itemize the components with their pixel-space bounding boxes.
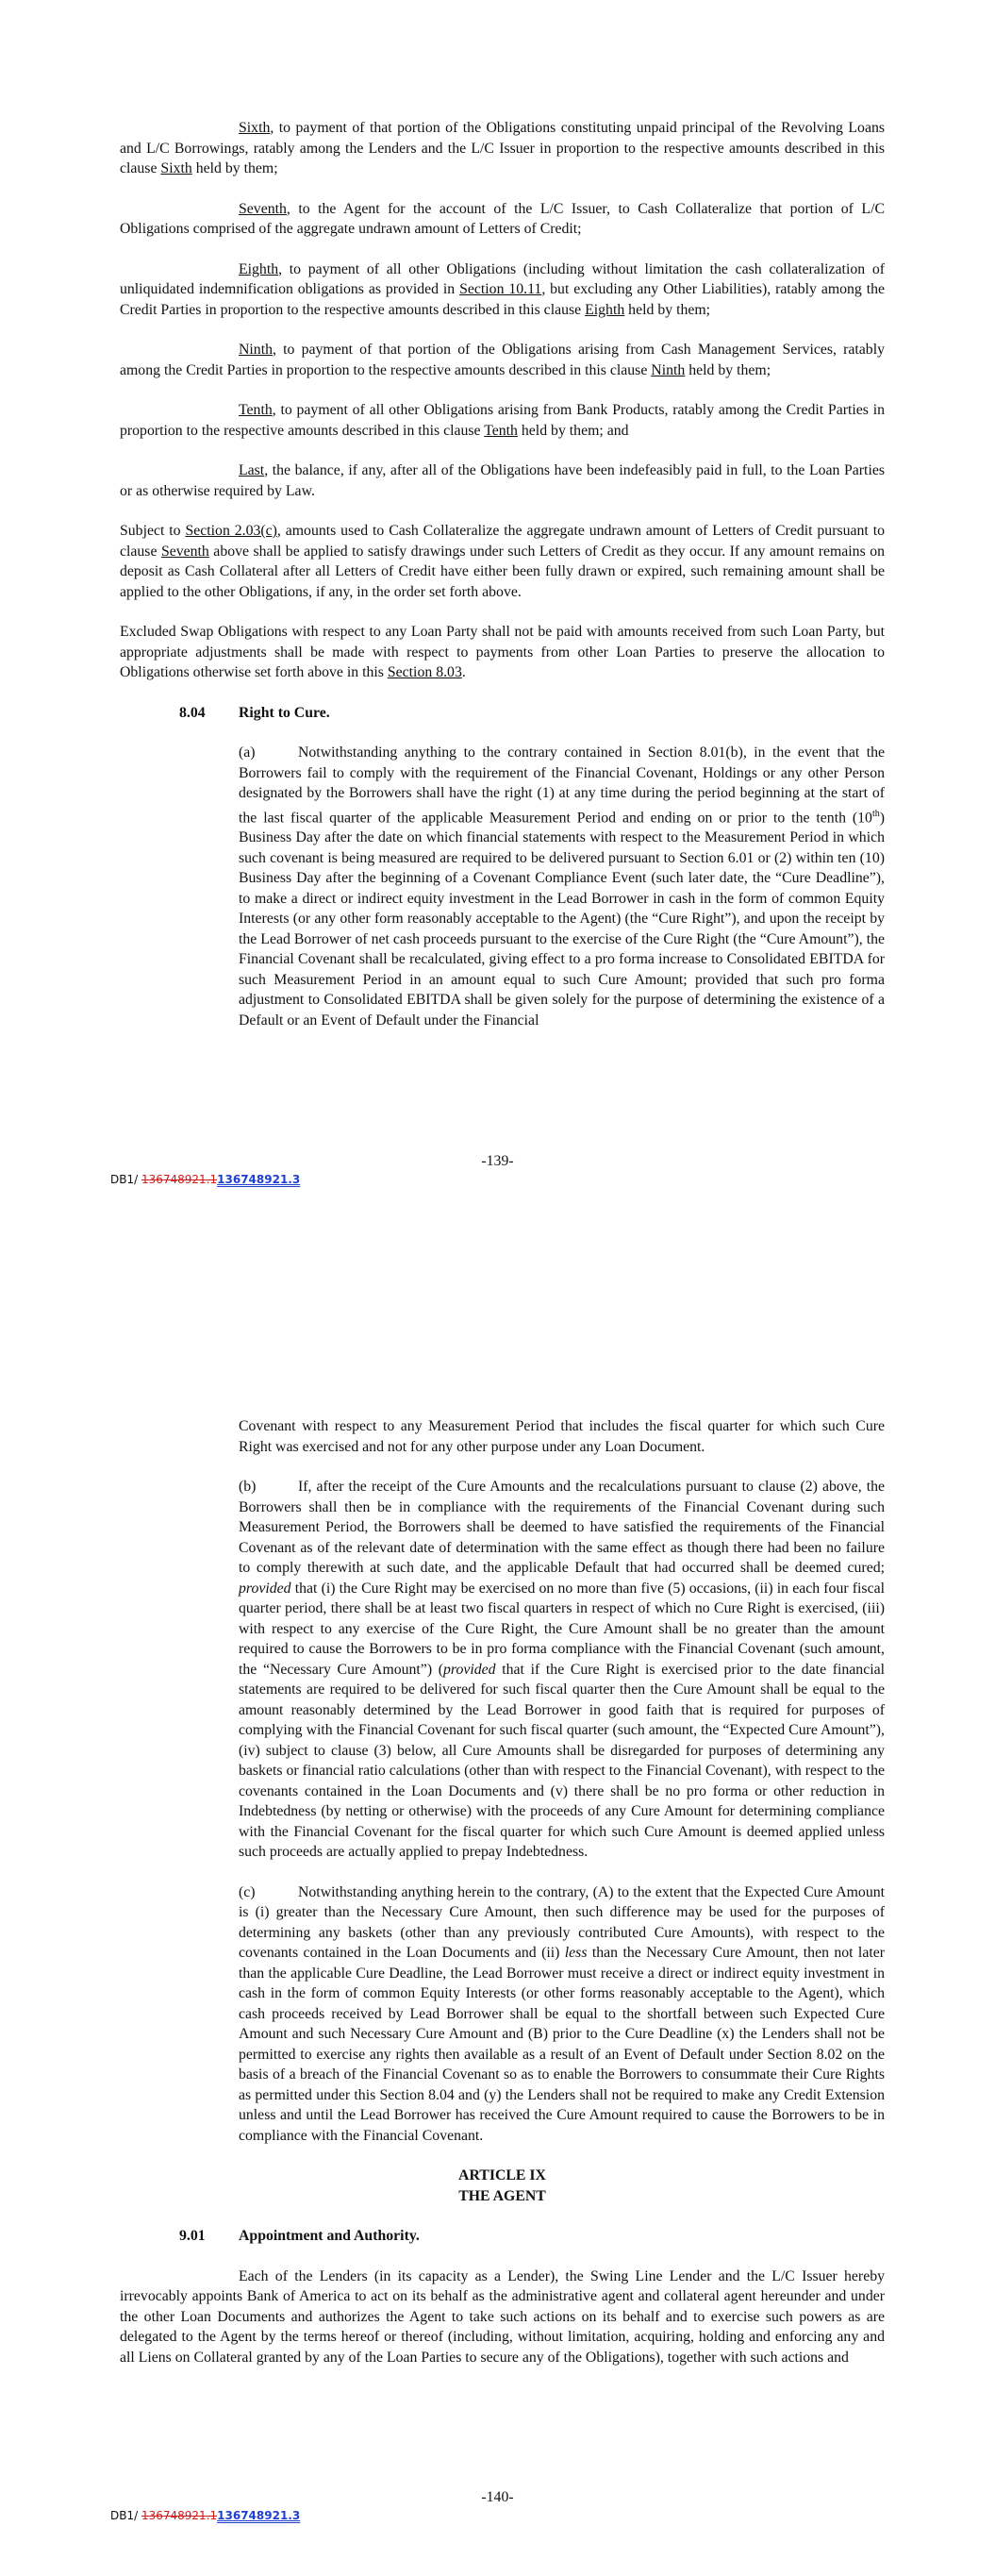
document-footer [110,1173,300,1186]
footer-deleted-id: 136748921.1 [141,1173,218,1186]
excluded-text: Excluded Swap Obligations with respect to any Loan Party shall not be paid with amounts received from such Loan Party, but appropriate adjustments shall be made with respect to payments from other Loan Parties to preserve the allocation to Obligations otherwise set forth above in this [120,624,885,680]
clause-last-text: , the balance, if any, after all of the Obligations have been indefeasibly paid in full, to the Loan Parties or as otherwise required by Law. [120,462,885,499]
clause-eighth-lead: Eighth [239,260,279,277]
paragraph-b-text-2: that (i) the Cure Right may be exercised on no more than five (5) occasions, (ii) in each four fiscal quarter period, there shall be at least two fiscal quarters in respect of which no Cure Right is exercised, (iii) with respect to any exercise of the Cure Right, the Cure Amount shall be no greater than the amount required to cause the Borrowers to be in pro forma compliance with the Financial Covenant (such amount, the “Necessary Cure Amount”) ( [239,1580,885,1678]
clause-ninth [120,340,885,380]
article-title: THE AGENT [458,2187,546,2204]
footer-inserted-id: 136748921.3 [217,1173,301,1186]
section-heading-9-01 [120,2226,885,2247]
section-number: 8.04 [179,704,206,721]
clause-eighth [120,259,885,321]
clause-last-lead: Last [239,462,265,478]
section-2-03c-ref: Section 2.03(c) [185,523,277,539]
clause-eighth-text-end: held by them; [624,301,711,318]
paragraph-b-label: (b) [239,1479,257,1495]
section-title: Right to Cure. [239,704,330,721]
continuation-paragraph: Covenant with respect to any Measurement Period that includes the fiscal quarter for which such Cure Right was exercised and not for any other purpose under any Loan Document. [239,1418,885,1455]
excluded-swap-paragraph [120,622,885,683]
paragraph-c-text-end: than the Necessary Cure Amount, then not later than the applicable Cure Deadline, the Lead Borrower must receive a direct or indirect equity investment in cash in the form of common Equity Interests (or other forms reasonably acceptable to the Agent), which cash proceeds received by Lead Borrower shall be equal to the shortfall between such Expected Cure Amount and such Necessary Cure Amount and (B) prior to the Cure Deadline (x) the Lenders shall not be permitted to exercise any rights then available as a result of an Event of Default under Section 8.02 on the basis of a breach of the Financial Covenant so as to enable the Borrowers to consummate their Cure Rights as permitted under this Section 8.04 and (y) the Lenders shall not be required to make any Credit Extension unless and until the Lead Borrower has received the Cure Amount required to cause the Borrowers to be in compliance with the Financial Covenant. [239,1945,885,2144]
paragraph-b [120,1477,885,1863]
provided-italic-2: provided [443,1661,496,1678]
clause-sixth-lead: Sixth [239,120,271,136]
article-number: ARTICLE IX [458,2167,546,2183]
clause-seventh [120,199,885,240]
clause-eighth-text-2: , but excluding any Other Liabilities), ratably among the Credit Parties in proportion to the respective amounts described in this clause [120,281,885,318]
clause-seventh-lead: Seventh [239,200,287,217]
page-140-body [120,1416,885,2367]
clause-ninth-text: , to payment of that portion of the Obligations arising from Cash Management Services, ratably among the Credit Parties in proportion to the respective amounts described in this clause [120,342,885,378]
clause-ninth-ref: Ninth [651,361,686,378]
paragraph-c-text: Notwithstanding anything herein to the contrary, (A) to the extent that the Expected Cure Amount is (i) greater than the Necessary Cure Amount, then such difference may be used for the purposes of determining any baskets (other than any previously contributed Cure Amounts), with respect to the covenants contained in the Loan Documents and (ii) [239,1883,885,1961]
paragraph-c [120,1882,885,2147]
section-number: 9.01 [179,2228,206,2244]
page-number: -139- [481,1153,514,1169]
clause-seventh-text: , to the Agent for the account of the L/C Issuer, to Cash Collateralize that portion of L/C Obligations comprised of the aggregate undrawn amount of Letters of Credit; [120,200,885,237]
subject-paragraph [120,521,885,602]
clause-tenth-lead: Tenth [239,402,273,418]
clause-ninth-lead: Ninth [239,342,273,358]
footer-prefix: DB1/ [110,1173,141,1186]
clause-sixth-ref: Sixth [160,160,192,176]
less-italic: less [564,1945,588,1961]
footer-prefix: DB1/ [110,2509,141,2522]
clause-tenth-ref: Tenth [484,422,518,439]
paragraph-a-text: Notwithstanding anything to the contrary contained in Section 8.01(b), in the event that the Borrowers fail to comply with the requirement of the Financial Covenant, Holdings or any other Person designated by the Borrowers shall have the right (1) at any time during the period beginning at the start of the last fiscal quarter of the applicable Measurement Period and ending on or prior to the tenth (10 [239,744,885,826]
paragraph-a-label: (a) [239,744,256,761]
subject-text-end: above shall be applied to satisfy drawings under such Letters of Credit as they occur. If any amount remains on deposit as Cash Collateral after all Letters of Credit have either been fully drawn or expired, such remaining amount shall be applied to the other Obligations, if any, in the order set forth above. [120,543,885,600]
page-number: -140- [481,2489,514,2505]
section-heading-8-04 [120,703,885,724]
section-8-03-ref: Section 8.03 [387,664,462,680]
section-title: Appointment and Authority. [239,2228,420,2244]
clause-tenth-text: , to payment of all other Obligations arising from Bank Products, ratably among the Credit Parties in proportion to the respective amounts described in this clause [120,402,885,439]
clause-sixth-text-end: held by them; [191,160,278,176]
clause-eighth-ref: Eighth [585,301,625,318]
clause-tenth [120,400,885,441]
clause-eighth-text: , to payment of all other Obligations (including without limitation the cash collateralization of unliquidated indemnification obligations as provided in [120,260,885,297]
footer-inserted-id: 136748921.3 [217,2509,301,2522]
paragraph-a [120,743,885,1030]
subject-text-2: , amounts used to Cash Collateralize the aggregate undrawn amount of Letters of Credit pursuant to clause [120,523,885,560]
ordinal-suffix: th [871,808,880,819]
section-10-11-ref: Section 10.11 [459,281,542,297]
page-139-body [120,118,885,1030]
article-heading [120,2166,885,2206]
clause-ninth-text-end: held by them; [685,361,771,378]
page-139 [0,0,995,1257]
paragraph-b-text-end: that if the Cure Right is exercised prior to the date financial statements are required to be delivered for such fiscal quarter then the Cure Amount shall be equal to the amount reasonably determined by the Lead Borrower in good faith that is required for purposes of complying with the Financial Covenant for such fiscal quarter (such amount, the “Expected Cure Amount”), (iv) subject to clause (3) below, all Cure Amounts shall be disregarded for purposes of determining any baskets or financial ratio calculations (other than with respect to the Financial Covenant), with respect to the covenants contained in the Loan Documents and (v) there shall be no pro forma or other reduction in Indebtedness (by netting or otherwise) with the proceeds of any Cure Amount for determining compliance with the Financial Covenant for the fiscal quarter for which such Cure Amount is deemed applied unless such proceeds are actually applied to prepay Indebtedness. [239,1661,885,1860]
document-footer [110,2509,300,2522]
subject-text: Subject to [120,523,186,539]
excluded-text-end: . [461,664,466,680]
clause-last [120,460,885,501]
paragraph-b-text: If, after the receipt of the Cure Amounts and the recalculations pursuant to clause (2) above, the Borrowers shall then be in compliance with the requirements of the Financial Covenant during such Measurement Period, the Borrowers shall be deemed to have satisfied the requirements of the Financial Covenant as of the relevant date of determination with the same effect as though there had been no failure to comply therewith at such date, and the applicable Default that had occurred shall be deemed cured; [239,1479,885,1576]
clause-tenth-text-end: held by them; and [517,422,629,439]
clause-seventh-ref: Seventh [160,543,209,560]
appointment-paragraph: Each of the Lenders (in its capacity as a Lender), the Swing Line Lender and the L/C Issuer hereby irrevocably appoints Bank of America to act on its behalf as the administrative agent and collateral agent hereunder and under the other Loan Documents and authorizes the Agent to take such actions on its behalf and to exercise such powers as are delegated to the Agent by the terms hereof or thereof (including, without limitation, acquiring, holding and enforcing any and all Liens on Collateral granted by any of the Loan Parties to secure any of the Obligations), together with such actions and [120,2267,885,2366]
page-140 [0,1257,995,2576]
clause-sixth [120,118,885,179]
paragraph-c-label: (c) [239,1883,256,1900]
provided-italic: provided [239,1580,291,1597]
paragraph-a-text-end: ) Business Day after the date on which financial statements with respect to the Measurement Period in which such covenant is being measured are required to be delivered pursuant to Section 6.01 or (2) within ten (10) Business Day after the beginning of a Covenant Compliance Event (such later date, the “Cure Deadline”), to make a direct or indirect equity investment in the Lead Borrower in cash in the form of common Equity Interests (or any other form reasonably acceptable to the Agent) (the “Cure Right”), and upon the receipt by the Lead Borrower of net cash proceeds pursuant to the exercise of the Cure Right (the “Cure Amount”), the Financial Covenant shall be recalculated, giving effect to a pro forma increase to Consolidated EBITDA for such Measurement Period in an amount equal to such Cure Amount; provided that such pro forma adjustment to Consolidated EBITDA shall be given solely for the purpose of determining the existence of a Default or an Event of Default under the Financial [239,809,885,1029]
footer-deleted-id: 136748921.1 [141,2509,218,2522]
clause-sixth-text: , to payment of that portion of the Obligations constituting unpaid principal of the Revolving Loans and L/C Borrowings, ratably among the Lenders and the L/C Issuer in proportion to the respective amounts described in this clause [120,120,885,176]
